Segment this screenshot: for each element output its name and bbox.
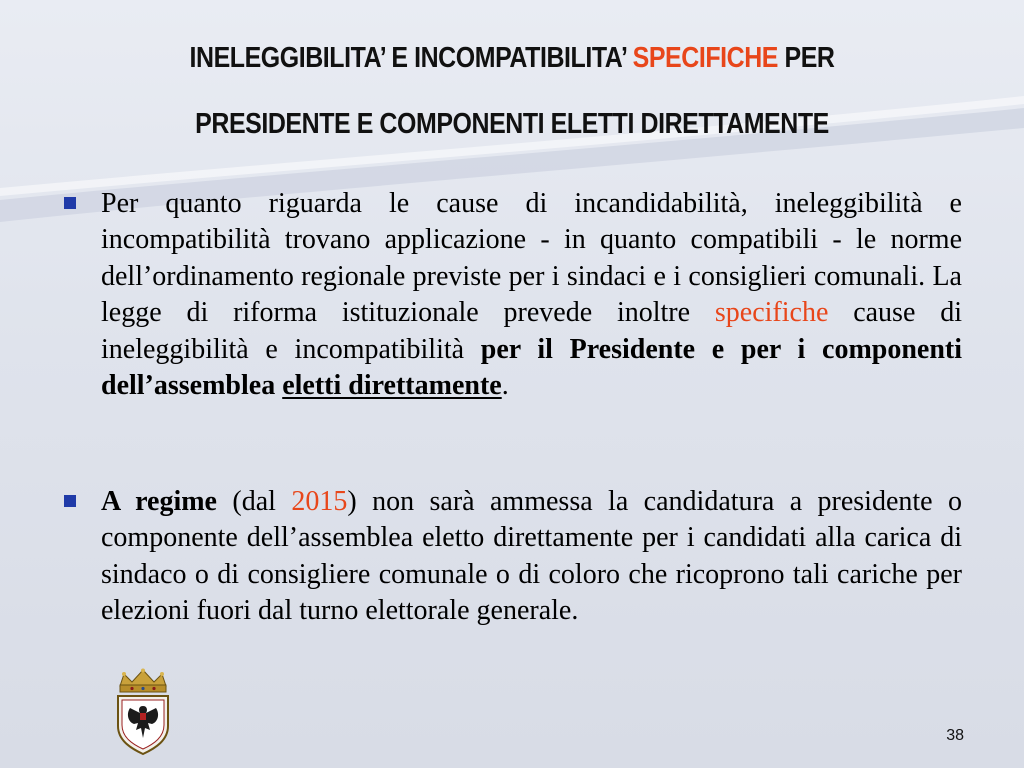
accent-text: 2015 (291, 486, 348, 517)
bold-underlined-text: eletti direttamente (282, 370, 502, 402)
bold-text: A regime (101, 486, 217, 517)
text-run: Per quanto riguarda le cause di incandidabilità, ineleggibilità e incompatibilità trovano applicazione - in quanto compatibili - le norme dell’ordinamento regionale previste per i sindaci e i consiglieri comunali. La legge di riforma istituzionale prevede inoltre (101, 188, 962, 329)
title-text-end: PER (777, 42, 835, 74)
page-number: 38 (946, 727, 964, 744)
text-run: ) non sarà ammessa la candidatura a presidente o componente dell’assemblea eletto direttamente per i candidati alla carica di sindaco o di consigliere comunale o di coloro che ricoprono tali cariche per elezioni fuori dal turno elettorale generale. (101, 486, 963, 627)
text-run: (dal (216, 486, 292, 517)
square-bullet-icon (64, 495, 76, 507)
bullet-item-1 (64, 186, 962, 404)
slide-title-line-1 (97, 42, 926, 75)
title-text: INELEGGIBILITA’ E INCOMPATIBILITA’ (189, 42, 633, 74)
text-run: . (501, 370, 509, 402)
square-bullet-icon (64, 197, 76, 209)
bullet-text-2 (101, 484, 962, 630)
bullet-text-1 (101, 186, 962, 404)
title-accent: SPECIFICHE (632, 42, 778, 74)
coat-of-arms-icon (112, 668, 174, 756)
slide-title-line-2: PRESIDENTE E COMPONENTI ELETTI DIRETTAMENTE (195, 108, 829, 140)
text-run: cause di ineleggibilità e incompatibilità (101, 297, 962, 365)
bullet-item-2 (64, 484, 962, 630)
bold-text: per il Presidente e per i componenti dell’assemblea (101, 333, 963, 402)
accent-text: specifiche (714, 297, 829, 329)
